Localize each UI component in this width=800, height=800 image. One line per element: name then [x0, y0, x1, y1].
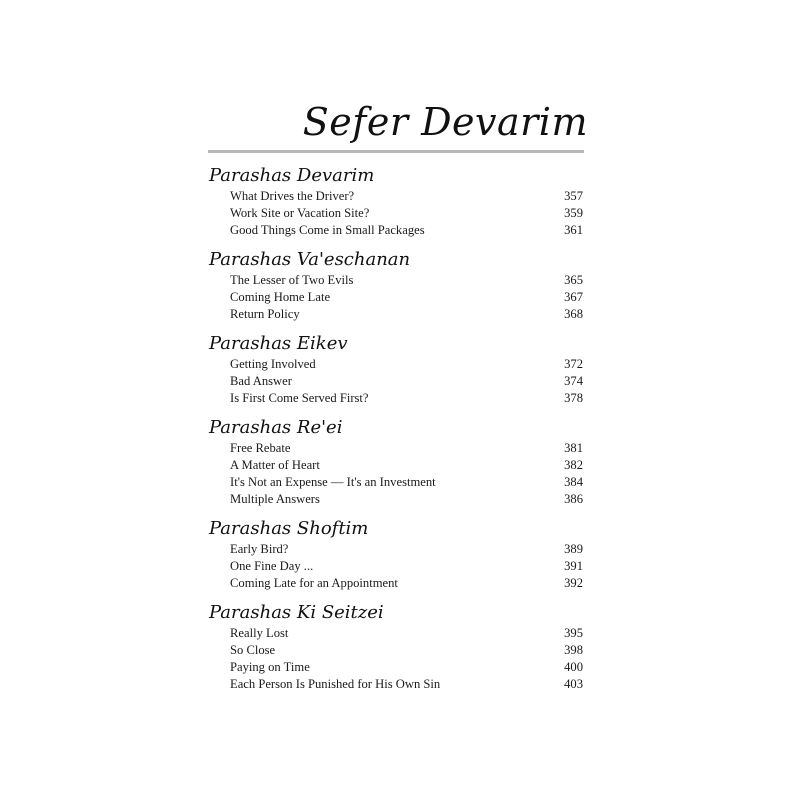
entry-title: Multiple Answers: [230, 492, 320, 506]
entry-page-number: 361: [564, 223, 583, 237]
entry-title: One Fine Day ...: [230, 559, 314, 573]
toc-section: [209, 517, 583, 592]
toc-section: [209, 416, 583, 508]
entry-title: Getting Involved: [230, 357, 316, 371]
section-heading: Parashas Va'eschanan: [209, 249, 411, 270]
book-title: Sefer Devarim: [302, 100, 588, 144]
toc-entry[interactable]: [209, 188, 583, 205]
entry-page-number: 367: [564, 290, 583, 304]
title-divider: [208, 150, 584, 153]
entry-title: Paying on Time: [230, 660, 310, 674]
entry-title: What Drives the Driver?: [230, 189, 355, 203]
entry-page-number: 391: [564, 559, 583, 573]
toc-section: [209, 248, 583, 323]
toc-entry[interactable]: [209, 457, 583, 474]
entry-title: Coming Home Late: [230, 290, 331, 304]
entry-title: Work Site or Vacation Site?: [230, 206, 370, 220]
toc-entry[interactable]: [209, 356, 583, 373]
toc-entry[interactable]: [209, 474, 583, 491]
entry-page-number: 357: [564, 189, 583, 203]
entry-page-number: 395: [564, 626, 583, 640]
entry-title: The Lesser of Two Evils: [230, 273, 354, 287]
entry-title: A Matter of Heart: [230, 458, 320, 472]
toc-entry[interactable]: [209, 272, 583, 289]
toc-section: [209, 601, 583, 693]
table-of-contents: [209, 164, 583, 702]
entry-page-number: 398: [564, 643, 583, 657]
toc-entry[interactable]: [209, 558, 583, 575]
toc-entry[interactable]: [209, 306, 583, 323]
entry-page-number: 368: [564, 307, 583, 321]
entry-page-number: 381: [564, 441, 583, 455]
toc-section: [209, 332, 583, 407]
entry-title: Return Policy: [230, 307, 300, 321]
toc-entry[interactable]: [209, 222, 583, 239]
entry-title: Good Things Come in Small Packages: [230, 223, 425, 237]
section-heading: Parashas Re'ei: [209, 417, 343, 438]
toc-entry[interactable]: [209, 440, 583, 457]
entry-page-number: 403: [564, 677, 583, 691]
toc-entry[interactable]: [209, 390, 583, 407]
toc-entry[interactable]: [209, 625, 583, 642]
entry-page-number: 389: [564, 542, 583, 556]
toc-entry[interactable]: [209, 659, 583, 676]
entry-page-number: 400: [564, 660, 583, 674]
entry-title: Coming Late for an Appointment: [230, 576, 398, 590]
toc-entry[interactable]: [209, 491, 583, 508]
entry-page-number: 386: [564, 492, 583, 506]
entry-title: Each Person Is Punished for His Own Sin: [230, 677, 441, 691]
entry-title: It's Not an Expense — It's an Investment: [230, 475, 436, 489]
entry-page-number: 378: [564, 391, 583, 405]
section-heading: Parashas Devarim: [209, 165, 375, 186]
toc-entry[interactable]: [209, 575, 583, 592]
section-heading: Parashas Ki Seitzei: [209, 602, 384, 623]
toc-entry[interactable]: [209, 541, 583, 558]
entry-page-number: 359: [564, 206, 583, 220]
toc-entry[interactable]: [209, 205, 583, 222]
entry-page-number: 382: [564, 458, 583, 472]
toc-entry[interactable]: [209, 676, 583, 693]
section-heading: Parashas Shoftim: [209, 518, 369, 539]
entry-page-number: 392: [564, 576, 583, 590]
entry-title: Is First Come Served First?: [230, 391, 369, 405]
toc-entry[interactable]: [209, 289, 583, 306]
entry-page-number: 374: [564, 374, 583, 388]
entry-page-number: 372: [564, 357, 583, 371]
entry-title: So Close: [230, 643, 276, 657]
entry-title: Early Bird?: [230, 542, 289, 556]
section-heading: Parashas Eikev: [209, 333, 348, 354]
toc-entry[interactable]: [209, 373, 583, 390]
toc-entry[interactable]: [209, 642, 583, 659]
entry-title: Really Lost: [230, 626, 289, 640]
entry-page-number: 384: [564, 475, 583, 489]
entry-page-number: 365: [564, 273, 583, 287]
entry-title: Free Rebate: [230, 441, 291, 455]
entry-title: Bad Answer: [230, 374, 292, 388]
toc-section: [209, 164, 583, 239]
